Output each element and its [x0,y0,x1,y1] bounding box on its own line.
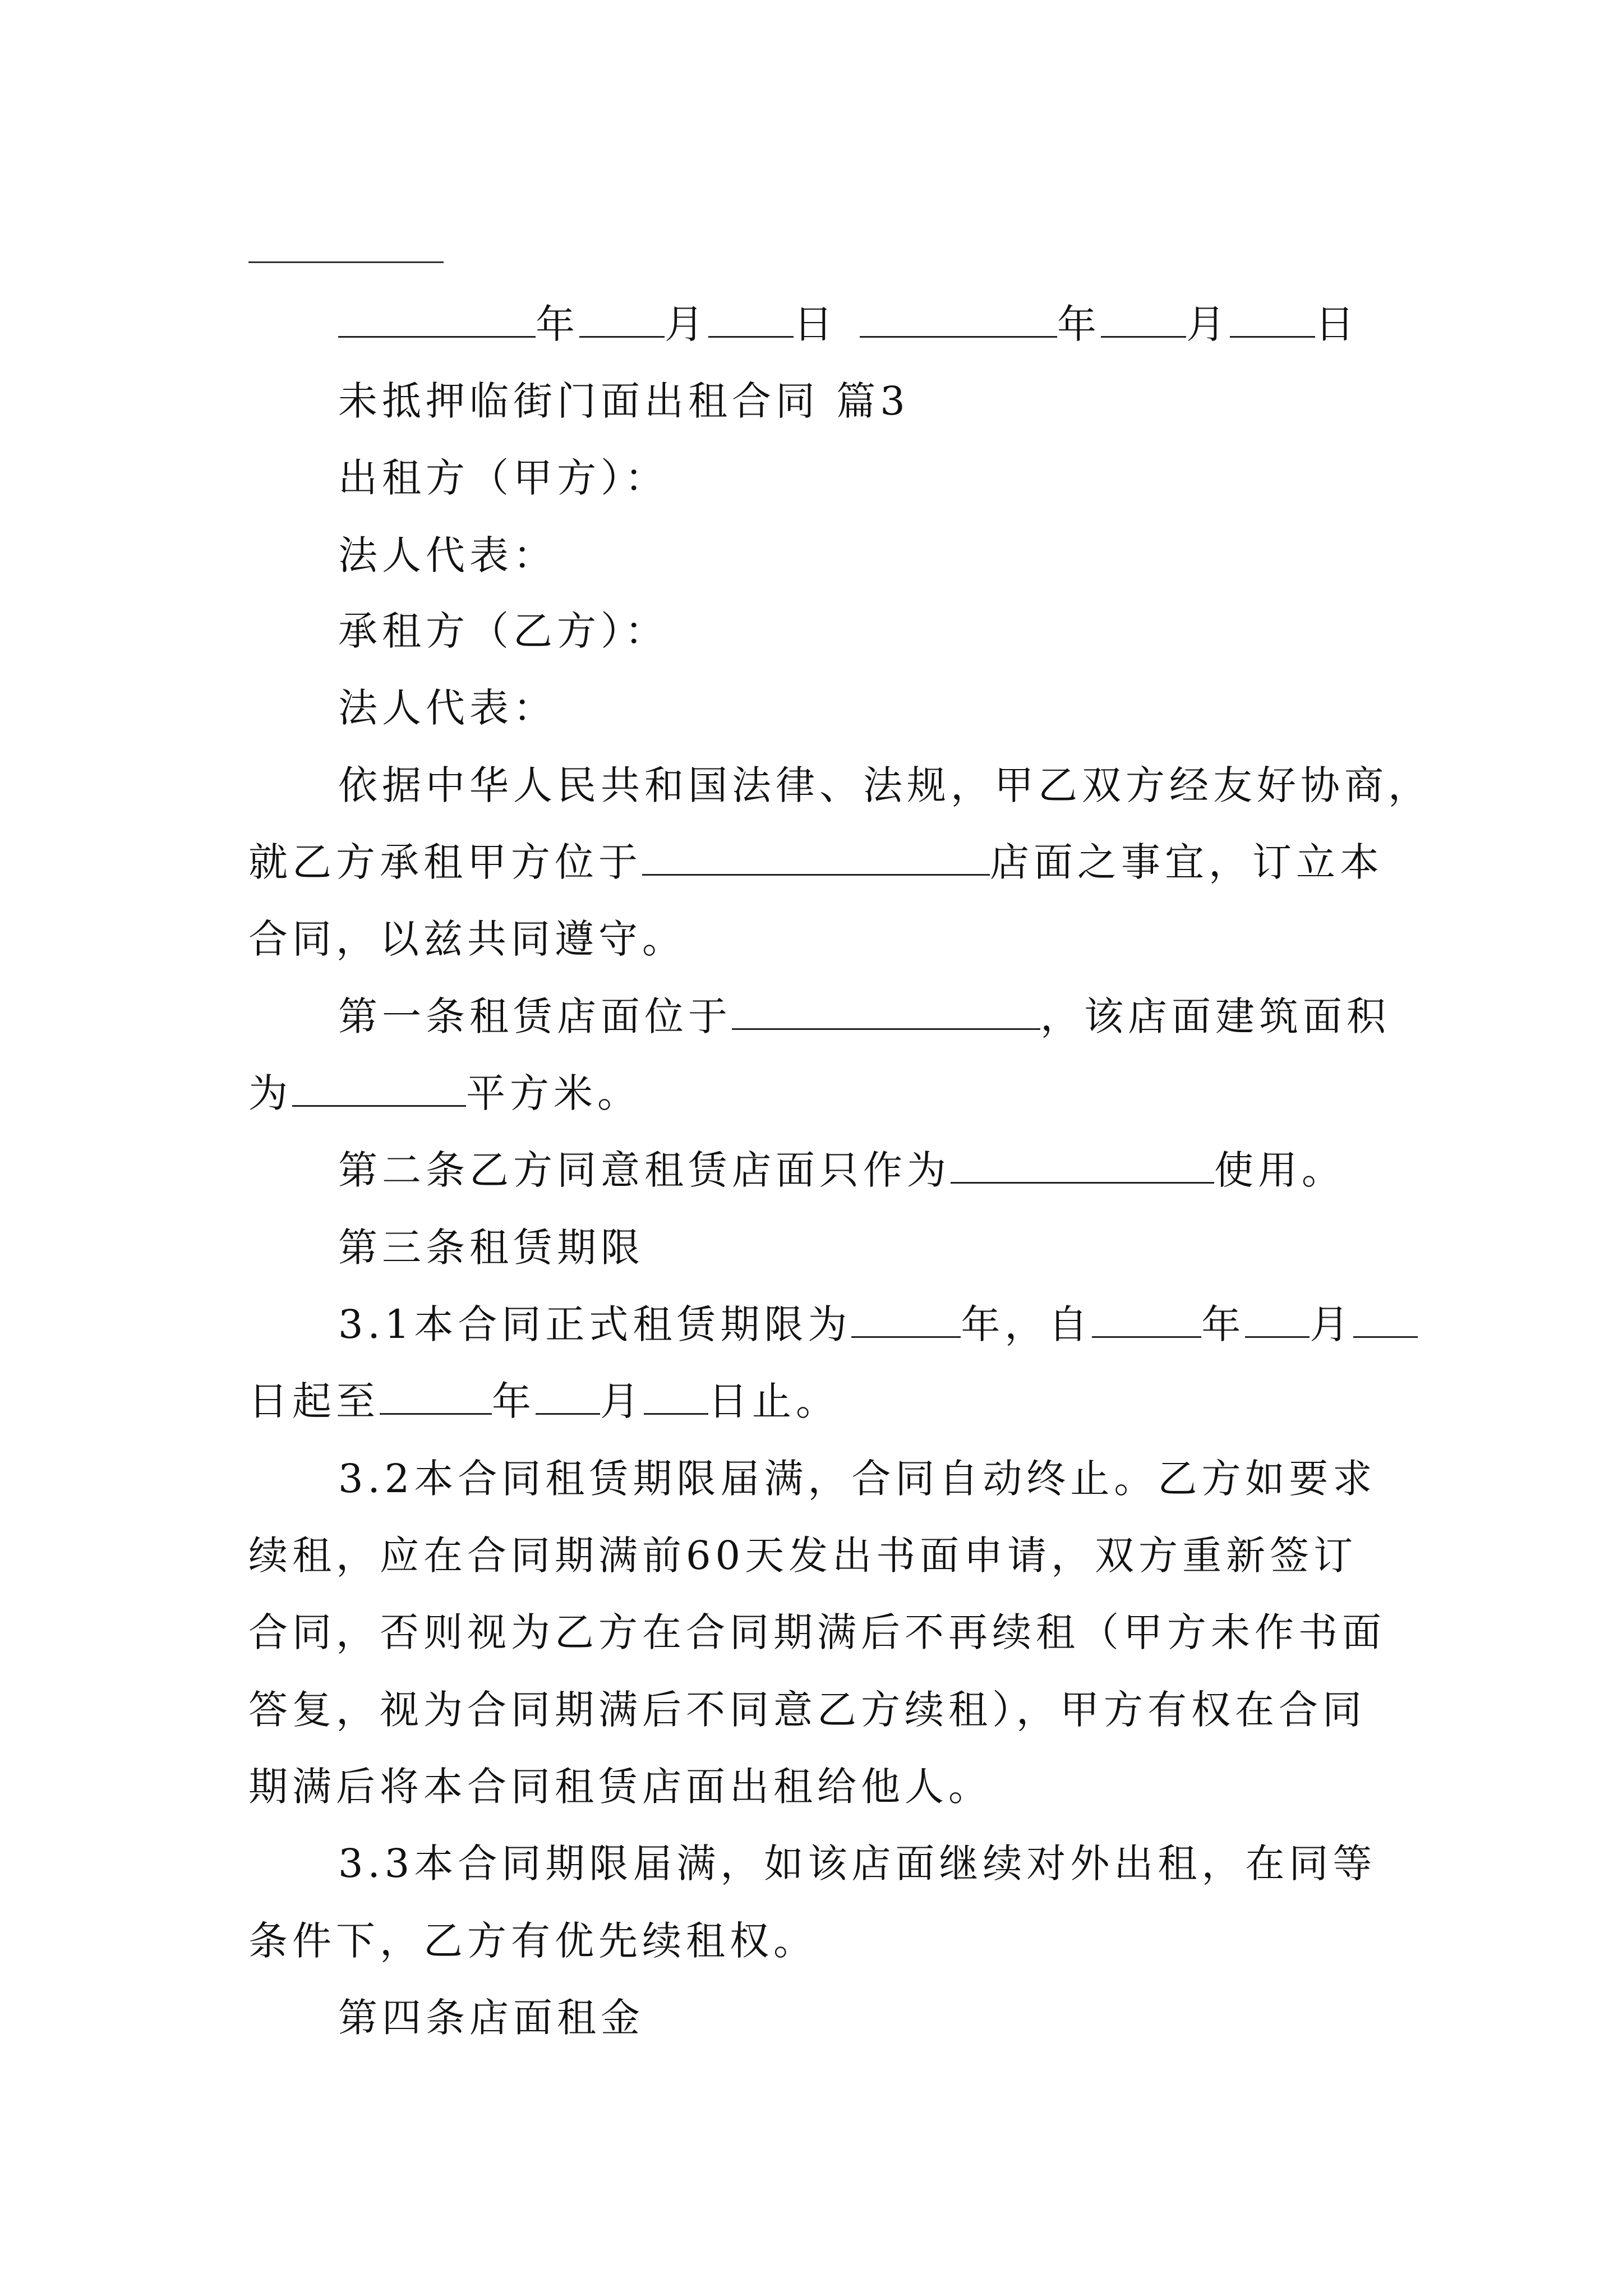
clause-3-1-h: 日止。 [708,1378,840,1424]
blank-area [292,1071,466,1107]
legal-rep-a-label: 法人代表： [338,532,557,578]
blank-day-b [1230,302,1315,338]
article-1-line-2-end: 平方米。 [466,1070,641,1116]
blank-shop-location [642,840,990,876]
blank-start-year [1092,1303,1201,1338]
article-1-line-2 [248,1070,1393,1117]
preamble-line-1: 依据中华人民共和国法律、法规，甲乙双方经友好协商， [338,762,1432,808]
clause-3-1-line-1 [338,1301,1393,1348]
blank-end-day [644,1379,708,1415]
article-1-mid: ，该店面建筑面积 [1040,993,1390,1039]
blank-year-b [860,302,1057,338]
blank-end-year [380,1379,492,1415]
blank-term-years [851,1303,961,1338]
clause-3-1-c: 年 [1201,1301,1246,1347]
header-rule [248,261,444,263]
clause-3-2-line-1: 3.2本合同租赁期限届满，合同自动终止。乙方如要求 [338,1456,1377,1502]
year-label-a: 年 [536,301,579,347]
blank-year-a [338,302,536,338]
article-4-title: 第四条店面租金 [338,1995,644,2041]
clause-3-3-line-2: 条件下，乙方有优先续租权。 [248,1918,817,1964]
blank-day-a [708,302,794,338]
article-2-start: 第二条乙方同意租赁店面只作为 [338,1147,951,1193]
clause-3-2-line-3: 合同，否则视为乙方在合同期满后不再续租（甲方未作书面 [248,1609,1386,1655]
preamble-line-2-start: 就乙方承租甲方位于 [248,839,642,885]
blank-start-month [1245,1303,1310,1338]
day-label-a: 日 [794,301,837,347]
clause-3-2-line-2: 续租，应在合同期满前60天发出书面申请，双方重新签订 [248,1533,1358,1579]
blank-month-b [1101,302,1186,338]
clause-3-2-line-5: 期满后将本合同租赁店面出租给他人。 [248,1764,992,1810]
month-label-a: 月 [665,301,708,347]
clause-3-1-g: 月 [600,1378,644,1424]
clause-3-1-f: 年 [492,1378,536,1424]
article-3-title: 第三条租赁期限 [338,1225,644,1271]
year-label-b: 年 [1057,301,1101,347]
clause-3-1-b: 年，自 [961,1301,1092,1347]
blank-usage [951,1148,1214,1184]
article-1-start: 第一条租赁店面位于 [338,993,732,1039]
clause-3-1-a: 3.1本合同正式租赁期限为 [338,1301,852,1347]
blank-end-month [536,1379,600,1415]
preamble-line-2 [248,839,1393,886]
legal-rep-b-label: 法人代表： [338,685,557,731]
article-2-end: 使用。 [1214,1147,1345,1193]
preamble-line-2-end: 店面之事宜，订立本 [990,839,1384,885]
signature-date-line [338,301,1393,348]
party-b-label: 承租方（乙方）： [338,608,668,654]
document-title: 未抵押临街门面出租合同 篇3 [338,378,910,424]
clause-3-3-line-1: 3.3本合同期限届满，如该店面继续对外出租，在同等 [338,1841,1377,1887]
clause-3-1-e: 日起至 [248,1378,380,1424]
article-1-line-1 [338,993,1393,1040]
month-label-b: 月 [1186,301,1230,347]
preamble-line-3: 合同，以兹共同遵守。 [248,916,686,962]
clause-3-1-line-2 [248,1378,1393,1425]
article-1-line-2-start: 为 [248,1070,292,1116]
article-2 [338,1147,1393,1194]
blank-month-a [579,302,665,338]
party-a-label: 出租方（甲方）： [338,455,668,501]
clause-3-1-d: 月 [1310,1301,1354,1347]
day-label-b: 日 [1315,301,1359,347]
blank-start-day [1353,1303,1418,1338]
blank-shop-address [732,995,1040,1030]
clause-3-2-line-4: 答复，视为合同期满后不同意乙方续租），甲方有权在合同 [248,1687,1366,1733]
